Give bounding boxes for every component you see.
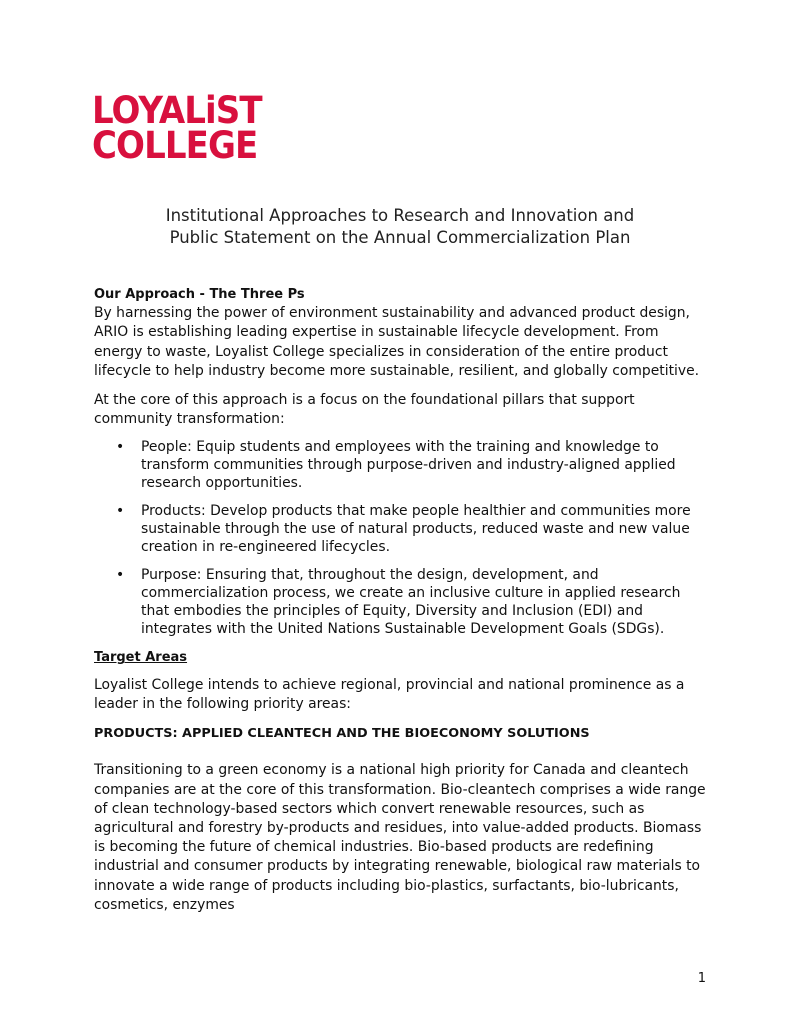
bullet-icon: • [116, 439, 125, 456]
pillars-list [94, 439, 706, 638]
title-line-1: Institutional Approaches to Research and Innovation and [165, 206, 635, 225]
target-areas-paragraph: Loyalist College intends to achieve regional, provincial and national prominence as a leader in the following priority areas: [94, 676, 685, 712]
approach-paragraph-2: At the core of this approach is a focus on the foundational pillars that support community transformation: [94, 392, 635, 428]
page-number: 1 [697, 971, 706, 986]
title-line-2: Public Statement on the Annual Commercialization Plan [169, 228, 631, 247]
loyalist-college-logo [92, 89, 262, 167]
logo-line-1: LOYALiST [92, 89, 262, 132]
document-body [94, 285, 706, 925]
pillar-purpose: Purpose: Ensuring that, throughout the design, development, and commercialization process, we create an inclusive culture in applied research that embodies the principles of Equity, Diversity and Inclusion (EDI) and integrates with the United Nations Sustainable Development Goals (SDGs). [141, 566, 681, 637]
list-item [94, 503, 706, 557]
bullet-icon: • [116, 503, 125, 520]
pillar-people: People: Equip students and employees with the training and knowledge to transform communities through purpose-driven and industry-aligned applied research opportunities. [141, 439, 676, 492]
document-title [0, 205, 800, 249]
pillar-products: Products: Develop products that make people healthier and communities more sustainable through the use of natural products, reduced waste and new value creation in re-engineered lifecycles. [141, 503, 691, 555]
list-item [94, 567, 706, 639]
bullet-icon: • [116, 566, 125, 583]
approach-paragraph-1: By harnessing the power of environment sustainability and advanced product design, ARIO is establishing leading expertise in sustainable lifecycle development. From energy to waste, Loyalist College specializes in consideration of the entire product lifecycle to help industry become more sustainable, resilient, and globally competitive. [94, 305, 700, 379]
products-paragraph: Transitioning to a green economy is a national high priority for Canada and cleantech companies are at the core of this transformation. Bio-cleantech comprises a wide range of clean technology-based sectors which convert renewable resources, such as agricultural and forestry by-products and residues, into value-added products. Biomass is becoming the future of chemical industries. Bio-based products are redefining industrial and consumer products by integrating renewable, biological raw materials to innovate a wide range of products including bio-plastics, surfactants, bio-lubricants, cosmetics, enzymes [94, 762, 706, 913]
products-heading: PRODUCTS: APPLIED CLEANTECH AND THE BIOECONOMY SOLUTIONS [94, 726, 590, 742]
target-areas-heading: Target Areas [94, 650, 188, 666]
logo-line-2: COLLEGE [92, 124, 258, 167]
list-item [94, 439, 706, 493]
approach-heading: Our Approach - The Three Ps [94, 287, 305, 302]
